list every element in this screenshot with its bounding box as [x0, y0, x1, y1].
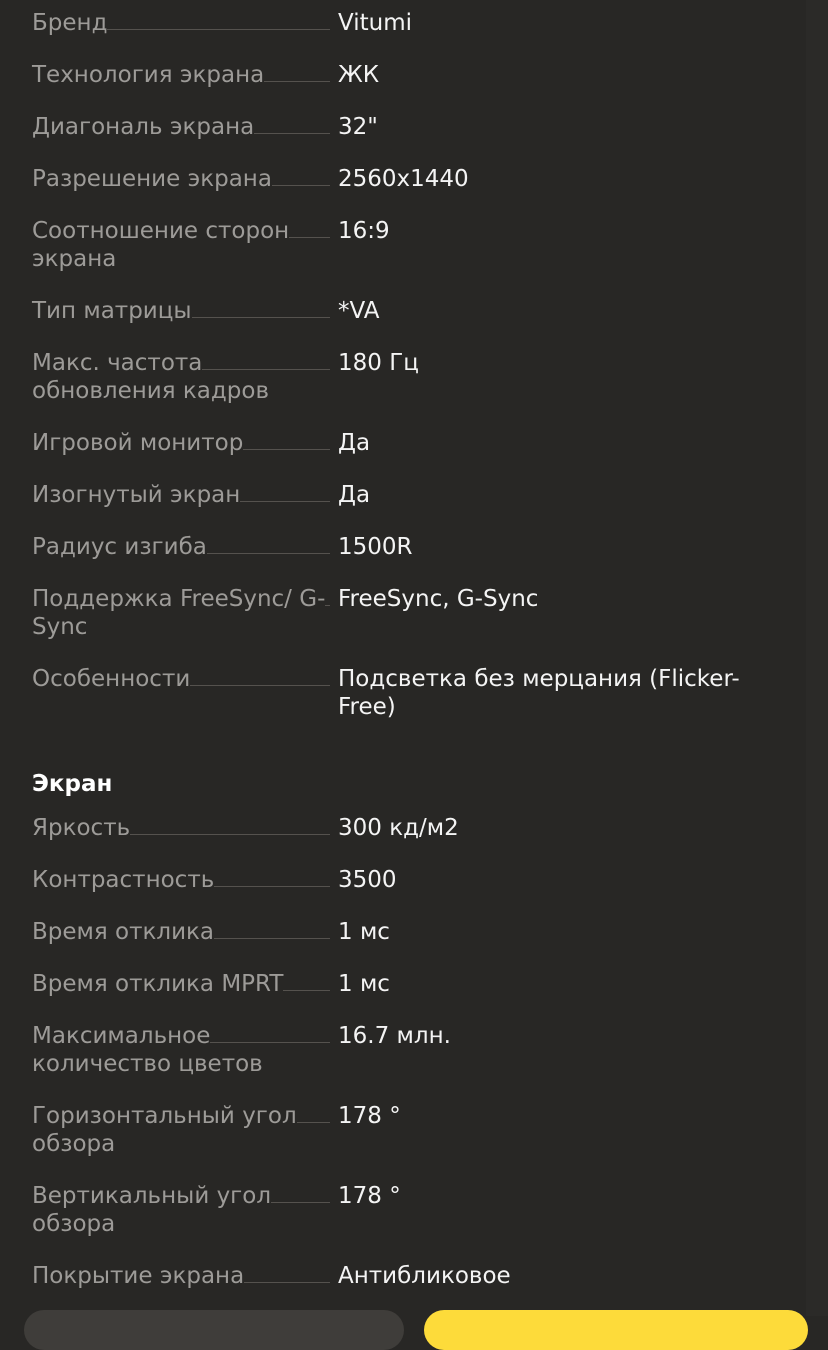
spec-value: 1 мс — [338, 971, 390, 997]
spec-row-matrix-type — [32, 297, 792, 349]
spec-value: ЖК — [338, 62, 380, 88]
spec-row-horizontal-angle — [32, 1102, 792, 1182]
scrollbar[interactable] — [806, 0, 828, 1316]
spec-label: Макс. частота обновления кадров — [32, 350, 270, 404]
spec-label: Горизонтальный угол обзора — [32, 1103, 297, 1157]
spec-row-diagonal — [32, 113, 792, 165]
spec-value: 180 Гц — [338, 350, 419, 376]
spec-row-response-time-mprt — [32, 970, 792, 1022]
spec-row-screen-technology — [32, 61, 792, 113]
spec-label: Разрешение экрана — [32, 166, 272, 192]
spec-label: Соотношение сторон экрана — [32, 218, 290, 272]
spec-label: Время отклика MPRT — [32, 971, 284, 997]
spec-label: Максимальное количество цветов — [32, 1023, 263, 1077]
spec-label: Диагональ экрана — [32, 114, 255, 140]
spec-row-vertical-angle — [32, 1182, 792, 1262]
spec-label: Бренд — [32, 10, 108, 36]
spec-row-brand — [32, 9, 792, 61]
spec-label: Поддержка FreeSync/ G-Sync — [32, 586, 326, 640]
spec-label: Особенности — [32, 666, 191, 692]
specs-screen-list — [32, 814, 792, 1314]
section-title-screen: Экран — [32, 771, 113, 797]
spec-value: *VA — [338, 298, 380, 324]
spec-value: 3500 — [338, 867, 397, 893]
spec-row-max-colors — [32, 1022, 792, 1102]
spec-row-features — [32, 665, 792, 745]
spec-label: Тип матрицы — [32, 298, 192, 324]
spec-value: 32" — [338, 114, 378, 140]
spec-label: Технология экрана — [32, 62, 265, 88]
spec-row-resolution — [32, 165, 792, 217]
spec-label: Вертикальный угол обзора — [32, 1183, 272, 1237]
spec-value: 178 ° — [338, 1183, 401, 1209]
spec-value: Антибликовое — [338, 1263, 511, 1289]
spec-row-screen-coating — [32, 1262, 792, 1314]
spec-value: 178 ° — [338, 1103, 401, 1129]
primary-action-button[interactable] — [424, 1310, 808, 1350]
spec-label: Изогнутый экран — [32, 482, 241, 508]
spec-label: Игровой монитор — [32, 430, 244, 456]
spec-label: Покрытие экрана — [32, 1263, 245, 1289]
spec-row-contrast — [32, 866, 792, 918]
spec-label: Яркость — [32, 815, 131, 841]
spec-value: Да — [338, 482, 371, 508]
spec-row-curved-screen — [32, 481, 792, 533]
spec-row-freesync-gsync — [32, 585, 792, 665]
spec-row-refresh-rate — [32, 349, 792, 429]
spec-value: FreeSync, G-Sync — [338, 586, 539, 612]
spec-value: 300 кд/м2 — [338, 815, 459, 841]
spec-row-gaming-monitor — [32, 429, 792, 481]
spec-value: Vitumi — [338, 10, 413, 36]
specs-main-list — [32, 9, 792, 745]
spec-value: 16:9 — [338, 218, 390, 244]
spec-row-aspect-ratio — [32, 217, 792, 297]
spec-row-curve-radius — [32, 533, 792, 585]
spec-value: 1 мс — [338, 919, 390, 945]
spec-value: 1500R — [338, 534, 413, 560]
spec-value: 2560x1440 — [338, 166, 469, 192]
spec-label: Радиус изгиба — [32, 534, 207, 560]
spec-row-brightness — [32, 814, 792, 866]
spec-value: Да — [338, 430, 371, 456]
spec-value: Подсветка без мерцания (Flicker-Free) — [338, 666, 740, 720]
spec-label: Время отклика — [32, 919, 215, 945]
secondary-action-button[interactable] — [24, 1310, 404, 1350]
spec-label: Контрастность — [32, 867, 215, 893]
spec-row-response-time — [32, 918, 792, 970]
spec-value: 16.7 млн. — [338, 1023, 451, 1049]
